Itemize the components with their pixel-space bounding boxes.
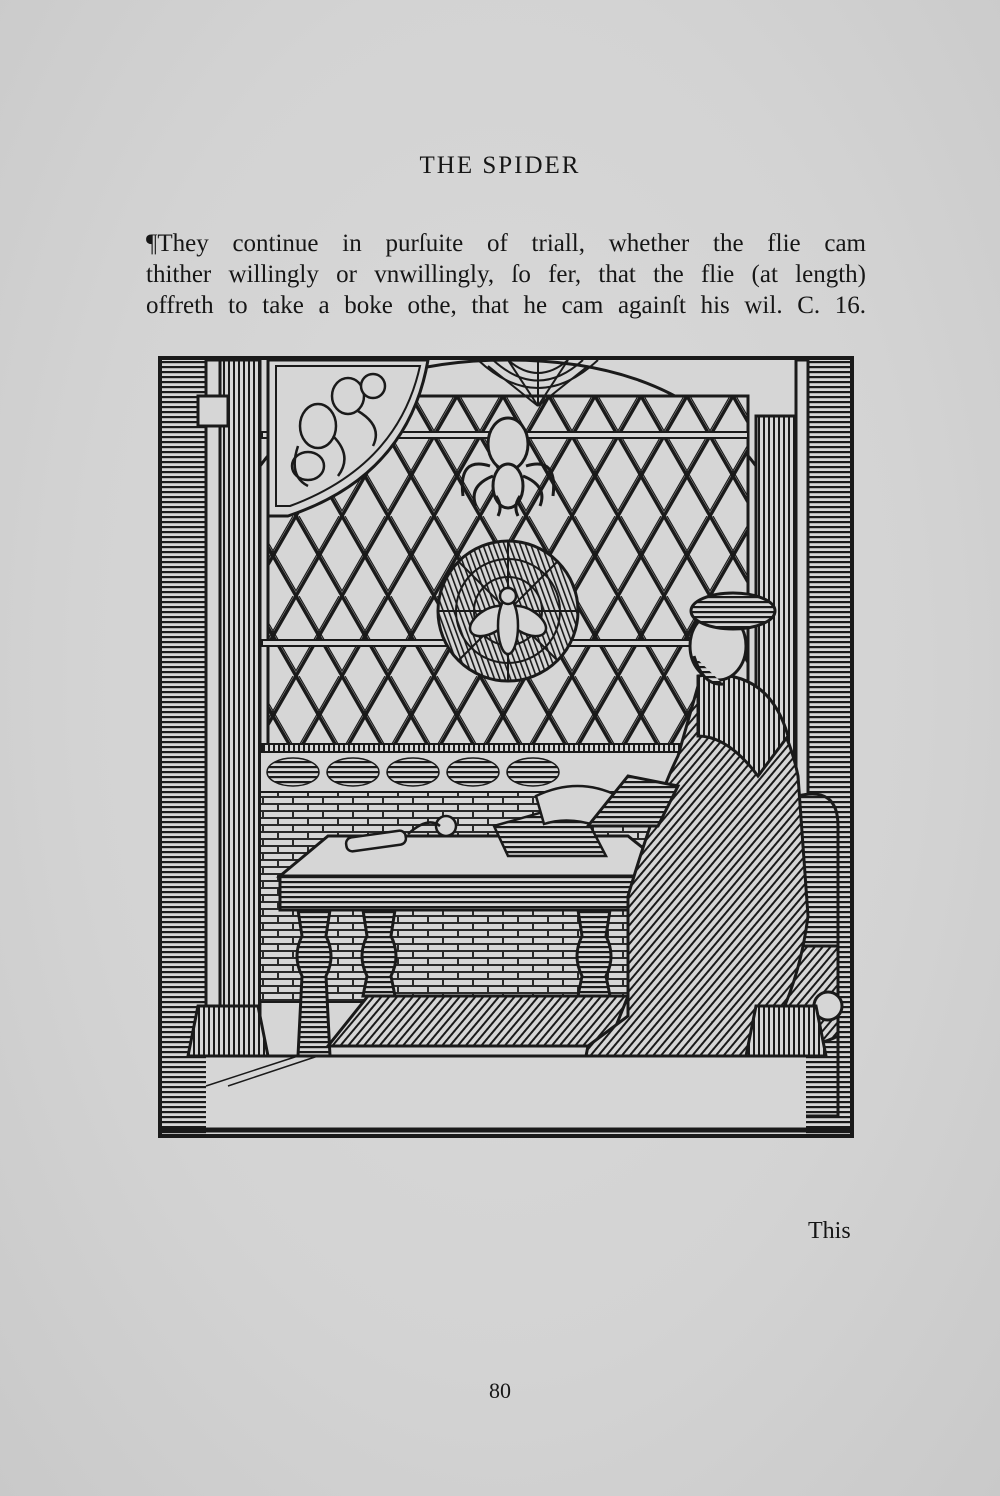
woodcut-illustration	[158, 356, 854, 1138]
paragraph	[146, 228, 866, 321]
web-with-fly	[438, 541, 578, 681]
paragraph-line: offreth to take a boke othe, that he cam againſt his wil. C. 16.	[146, 292, 866, 319]
paragraph-line: thither willingly or vnwillingly, ſo fer, that the flie (at length)	[146, 261, 866, 288]
page-number: 80	[489, 1378, 511, 1403]
running-head: THE SPIDER	[419, 152, 581, 179]
catchword: This	[808, 1218, 851, 1244]
table	[280, 836, 678, 876]
paragraph-line: ¶They continue in purſuite of triall, whether the flie cam	[146, 230, 866, 257]
